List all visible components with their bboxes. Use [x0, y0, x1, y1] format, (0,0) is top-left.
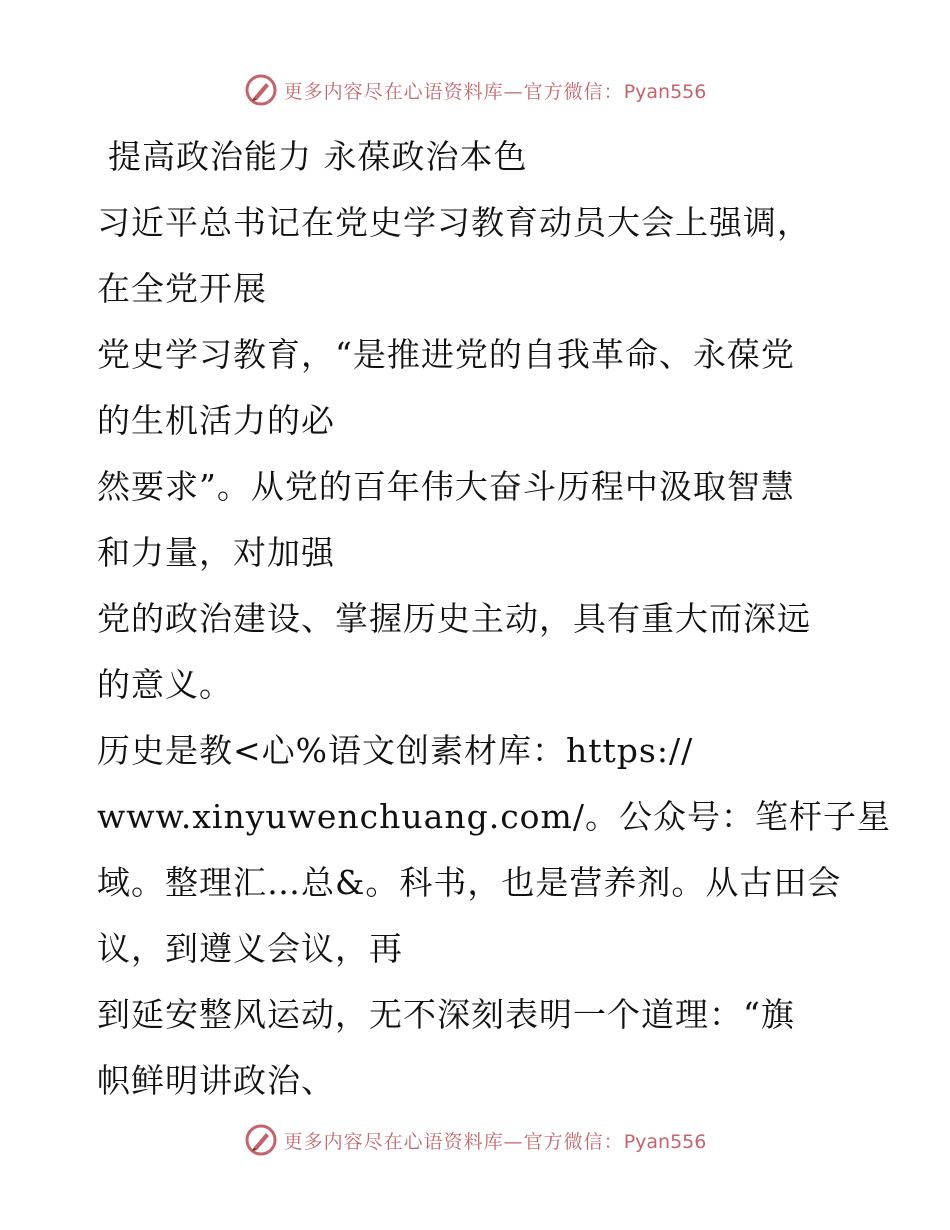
text-line: 到延安整风运动，无不深刻表明一个道理：“旗: [97, 995, 795, 1034]
text-line: 然要求”。从党的百年伟大奋斗历程中汲取智慧: [97, 467, 795, 506]
text-line: 帜鲜明讲政治、: [97, 1061, 335, 1100]
text-line: 习近平总书记在党史学习教育动员大会上强调，: [97, 203, 811, 242]
document-title: 提高政治能力 永葆政治本色: [108, 137, 528, 176]
text-line: 党史学习教育，“是推进党的自我革命、永葆党: [97, 335, 795, 374]
text-line: 和力量，对加强: [97, 533, 335, 572]
pen-logo-icon: [244, 73, 278, 107]
text-line: 在全党开展: [97, 269, 267, 308]
text-line: 的意义。: [97, 665, 233, 704]
text-line: 议，到遵义会议，再: [97, 929, 403, 968]
footer-banner: [0, 1120, 950, 1160]
pen-logo-icon: [244, 1123, 278, 1157]
document-body: [97, 124, 891, 1114]
text-line: www.xinyuwenchuang.com/。公众号：笔杆子星: [97, 797, 891, 836]
text-line: 历史是教<心%语文创素材库：https://: [97, 731, 694, 770]
text-line: 域。整理汇…总&。科书，也是营养剂。从古田会: [97, 863, 842, 902]
banner-text: 更多内容尽在心语资料库—官方微信：Pyan556: [283, 80, 707, 103]
header-banner: [0, 70, 950, 110]
text-line: 党的政治建设、掌握历史主动，具有重大而深远: [97, 599, 811, 638]
banner-text: 更多内容尽在心语资料库—官方微信：Pyan556: [283, 1130, 707, 1153]
text-line: 的生机活力的必: [97, 401, 335, 440]
